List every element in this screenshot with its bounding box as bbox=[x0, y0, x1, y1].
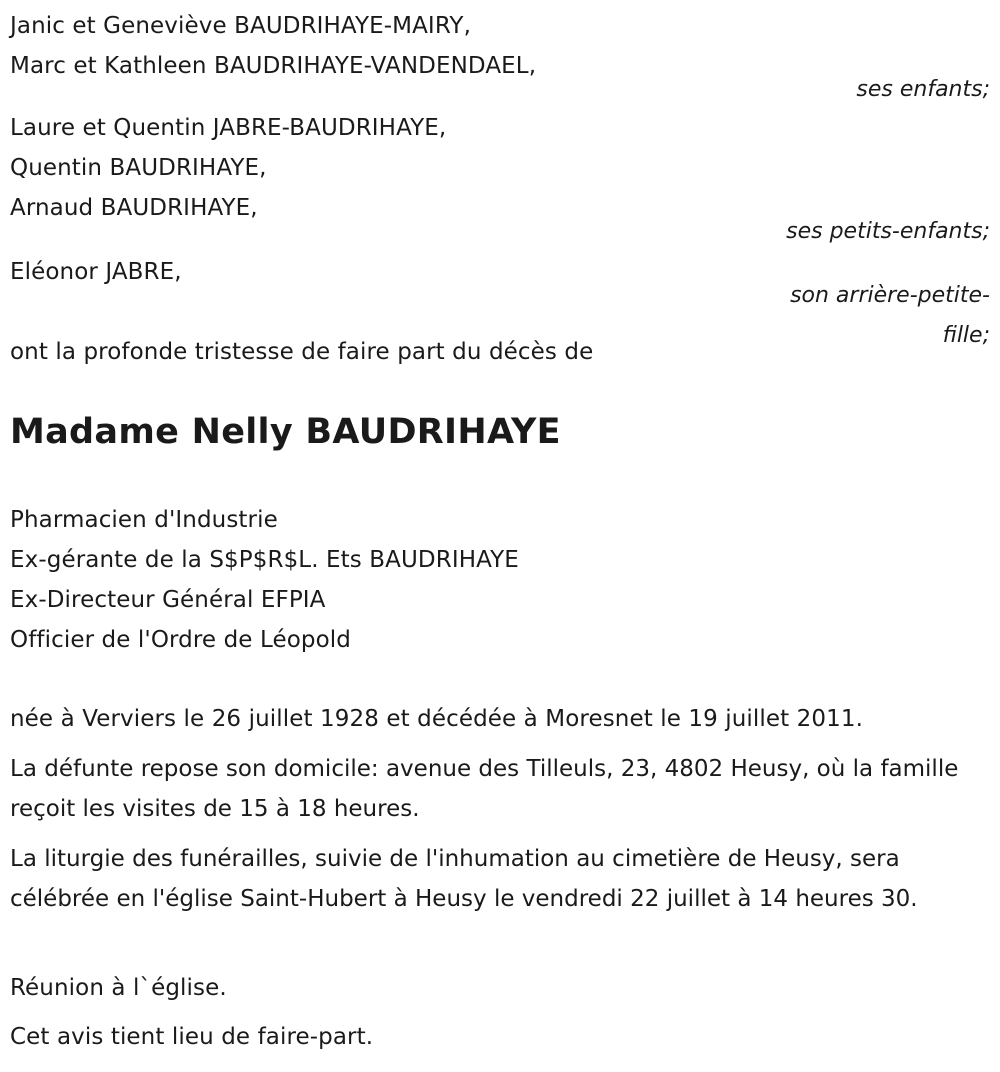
grandchild-name: Quentin BAUDRIHAYE, bbox=[10, 155, 267, 181]
grandchild-name: Arnaud BAUDRIHAYE, bbox=[10, 195, 258, 221]
children-relation: ses enfants; bbox=[856, 77, 990, 102]
child-name: Janic et Geneviève BAUDRIHAYE-MAIRY, bbox=[10, 13, 471, 39]
deceased-title: Ex-Directeur Général EFPIA bbox=[10, 587, 326, 613]
grandchild-name: Laure et Quentin JABRE-BAUDRIHAYE, bbox=[10, 115, 447, 141]
great-grandchild-relation: son arrière-petite-fille; bbox=[790, 283, 990, 348]
deceased-name: Madame Nelly BAUDRIHAYE bbox=[10, 412, 561, 452]
birth-death-text: née à Verviers le 26 juillet 1928 et décédée à Moresnet le 19 juillet 2011. bbox=[10, 706, 864, 732]
deceased-title: Officier de l'Ordre de Léopold bbox=[10, 627, 351, 653]
grandchildren-relation: ses petits-enfants; bbox=[786, 219, 990, 244]
funeral-text: La liturgie des funérailles, suivie de l'inhumation au cimetière de Heusy, sera célébrée en l'église Saint-Hubert à Heusy le vendredi 22 juillet à 14 heures 30. bbox=[10, 846, 918, 912]
notice-text: Cet avis tient lieu de faire-part. bbox=[10, 1024, 374, 1050]
announcement-text: ont la profonde tristesse de faire part du décès de bbox=[10, 339, 594, 365]
visitation-text: La défunte repose son domicile: avenue des Tilleuls, 23, 4802 Heusy, où la famille reçoit les visites de 15 à 18 heures. bbox=[10, 756, 959, 822]
meeting-text: Réunion à l`église. bbox=[10, 975, 227, 1001]
great-grandchild-name: Eléonor JABRE, bbox=[10, 259, 182, 285]
deceased-title: Pharmacien d'Industrie bbox=[10, 507, 278, 533]
death-notice bbox=[10, 0, 990, 1072]
child-name: Marc et Kathleen BAUDRIHAYE-VANDENDAEL, bbox=[10, 53, 537, 79]
deceased-title: Ex-gérante de la S$P$R$L. Ets BAUDRIHAYE bbox=[10, 547, 519, 573]
